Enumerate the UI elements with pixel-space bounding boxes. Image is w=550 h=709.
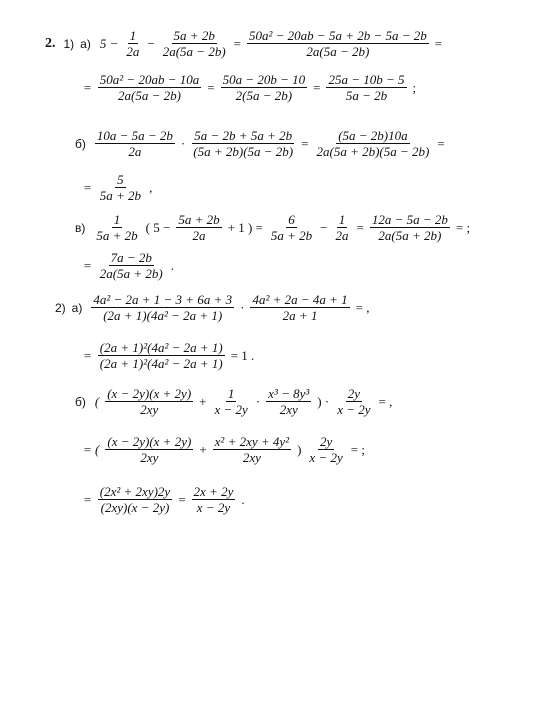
fraction bbox=[105, 386, 193, 417]
fraction bbox=[98, 484, 172, 515]
line-end: ; bbox=[412, 79, 417, 95]
operator: = ( bbox=[83, 441, 100, 457]
item-marker: а) bbox=[71, 300, 83, 315]
item-marker: 2) bbox=[55, 300, 66, 315]
denominator: x − 2y bbox=[214, 402, 248, 417]
numerator: 5 bbox=[117, 172, 124, 187]
numerator: 50a² − 20ab − 5a + 2b − 5a − 2b bbox=[249, 28, 427, 43]
item-marker: а) bbox=[80, 36, 91, 51]
operator: = bbox=[83, 179, 92, 195]
operator: ( bbox=[94, 393, 100, 409]
numerator: (2a + 1)²(4a² − 2a + 1) bbox=[99, 340, 223, 355]
numerator: (x − 2y)(x + 2y) bbox=[107, 434, 192, 449]
line-end: . bbox=[170, 257, 174, 273]
line-end: = ; bbox=[455, 219, 471, 235]
fraction bbox=[221, 72, 308, 103]
fraction bbox=[98, 340, 225, 371]
task-number: 2. bbox=[45, 35, 56, 51]
denominator: (5a + 2b)(5a − 2b) bbox=[193, 144, 294, 159]
line-end: = 1 . bbox=[230, 347, 255, 363]
operator: = bbox=[313, 79, 321, 95]
denominator: 2a bbox=[335, 228, 349, 243]
numerator: (2x² + 2xy)2y bbox=[99, 484, 171, 499]
equation-line bbox=[80, 250, 177, 281]
fraction bbox=[91, 292, 234, 323]
denominator: 2xy bbox=[242, 450, 261, 465]
numerator: (x − 2y)(x + 2y) bbox=[107, 386, 192, 401]
numerator: 1 bbox=[227, 386, 235, 401]
line-end: = , bbox=[378, 393, 393, 409]
operator: · bbox=[240, 299, 245, 315]
denominator: 2a(5a − 2b) bbox=[162, 44, 226, 59]
operator: + bbox=[199, 441, 207, 457]
operator: − bbox=[320, 219, 328, 235]
numerator: 5a + 2b bbox=[178, 212, 220, 227]
denominator: 2a(5a + 2b) bbox=[99, 266, 163, 281]
numerator: 1 bbox=[113, 212, 121, 227]
fraction bbox=[266, 386, 311, 417]
fraction bbox=[333, 212, 350, 243]
numerator: 2y bbox=[319, 434, 333, 449]
fraction bbox=[335, 386, 372, 417]
operator: · bbox=[180, 135, 186, 151]
fraction bbox=[98, 172, 143, 203]
fraction bbox=[191, 128, 295, 159]
line-end: , bbox=[149, 179, 153, 195]
line-end: . bbox=[241, 491, 245, 507]
fraction bbox=[161, 28, 228, 59]
numerator: 50a² − 20ab − 10a bbox=[99, 72, 200, 87]
numerator: 5a − 2b + 5a + 2b bbox=[194, 128, 293, 143]
denominator: x − 2y bbox=[337, 402, 371, 417]
equation-line bbox=[55, 292, 373, 323]
denominator: 2(5a − 2b) bbox=[235, 88, 293, 103]
numerator: 5a + 2b bbox=[173, 28, 215, 43]
operator: = bbox=[207, 79, 215, 95]
numerator: 4a² + 2a − 4a + 1 bbox=[252, 292, 348, 307]
equation-line bbox=[80, 72, 419, 103]
equation-line bbox=[80, 172, 155, 203]
numerator: 12a − 5a − 2b bbox=[371, 212, 448, 227]
fraction bbox=[326, 72, 406, 103]
line-end: = bbox=[437, 135, 445, 151]
fraction bbox=[98, 250, 165, 281]
equation-line bbox=[80, 484, 248, 515]
line-end: = , bbox=[355, 299, 370, 315]
denominator: 2xy bbox=[140, 402, 159, 417]
operator: = bbox=[83, 491, 92, 507]
operator: · bbox=[255, 393, 261, 409]
denominator: 2a + 1 bbox=[282, 308, 318, 323]
numerator: x² + 2xy + 4y² bbox=[214, 434, 290, 449]
denominator: (2xy)(x − 2y) bbox=[100, 500, 170, 515]
denominator: x − 2y bbox=[309, 450, 343, 465]
denominator: 2xy bbox=[279, 402, 298, 417]
fraction bbox=[192, 484, 236, 515]
item-marker: в) bbox=[75, 220, 86, 235]
operator: + 1 ) = bbox=[227, 219, 263, 235]
operator: + bbox=[199, 393, 207, 409]
equation-line bbox=[80, 340, 257, 371]
numerator: 4a² − 2a + 1 − 3 + 6a + 3 bbox=[93, 292, 233, 307]
line-end: = ; bbox=[350, 441, 365, 457]
denominator: 5a − 2b bbox=[345, 88, 388, 103]
fraction bbox=[176, 212, 221, 243]
item-marker: б) bbox=[75, 394, 86, 409]
equation-line bbox=[75, 128, 448, 159]
fraction bbox=[370, 212, 450, 243]
numerator: 2y bbox=[347, 386, 360, 401]
fraction bbox=[98, 72, 201, 103]
denominator: 2a bbox=[126, 44, 140, 59]
operator: = bbox=[83, 347, 92, 363]
operator: = bbox=[178, 491, 186, 507]
denominator: 2a(5a − 2b) bbox=[118, 88, 181, 103]
denominator: 2xy bbox=[140, 450, 159, 465]
operator: = bbox=[356, 219, 364, 235]
line-end: = bbox=[434, 35, 443, 51]
denominator: 5a + 2b bbox=[96, 228, 138, 243]
fraction bbox=[307, 434, 344, 465]
fraction bbox=[314, 128, 431, 159]
equation-line bbox=[45, 28, 445, 59]
numerator: 50a − 20b − 10 bbox=[222, 72, 306, 87]
denominator: 5a + 2b bbox=[270, 228, 313, 243]
operator: = bbox=[83, 79, 92, 95]
equation-line bbox=[75, 212, 473, 243]
denominator: x − 2y bbox=[196, 500, 231, 515]
fraction bbox=[105, 434, 193, 465]
operator: ) · bbox=[317, 393, 330, 409]
numerator: 7a − 2b bbox=[110, 250, 152, 265]
operator: = bbox=[83, 257, 92, 273]
numerator: 2x + 2y bbox=[193, 484, 234, 499]
fraction bbox=[95, 128, 175, 159]
operator: ( 5 − bbox=[145, 219, 171, 235]
numerator: 25a − 10b − 5 bbox=[328, 72, 405, 87]
numerator: 10a − 5a − 2b bbox=[96, 128, 173, 143]
denominator: 2a(5a + 2b) bbox=[378, 228, 442, 243]
numerator: 1 bbox=[338, 212, 346, 227]
equation-line bbox=[75, 386, 395, 417]
equation-line bbox=[80, 434, 368, 465]
numerator: 1 bbox=[129, 28, 137, 43]
denominator: (2a + 1)²(4a² − 2a + 1) bbox=[99, 356, 223, 371]
item-marker: б) bbox=[75, 136, 86, 151]
denominator: 2a(5a − 2b) bbox=[306, 44, 370, 59]
denominator: 2a bbox=[192, 228, 206, 243]
fraction bbox=[213, 386, 250, 417]
operator: 5 − bbox=[99, 35, 119, 51]
fraction bbox=[247, 28, 429, 59]
operator: − bbox=[147, 35, 155, 51]
operator: = bbox=[233, 35, 241, 51]
numerator: x³ − 8y³ bbox=[268, 386, 310, 401]
fraction bbox=[124, 28, 141, 59]
operator: ) bbox=[297, 441, 302, 457]
numerator: 6 bbox=[288, 212, 295, 227]
denominator: (2a + 1)(4a² − 2a + 1) bbox=[103, 308, 223, 323]
denominator: 5a + 2b bbox=[99, 188, 142, 203]
denominator: 2a bbox=[128, 144, 142, 159]
fraction bbox=[250, 292, 349, 323]
fraction bbox=[213, 434, 291, 465]
operator: = bbox=[301, 135, 309, 151]
fraction bbox=[94, 212, 139, 243]
numerator: (5a − 2b)10a bbox=[338, 128, 408, 143]
item-marker: 1) bbox=[63, 36, 75, 51]
fraction bbox=[269, 212, 314, 243]
denominator: 2a(5a + 2b)(5a − 2b) bbox=[316, 144, 430, 159]
